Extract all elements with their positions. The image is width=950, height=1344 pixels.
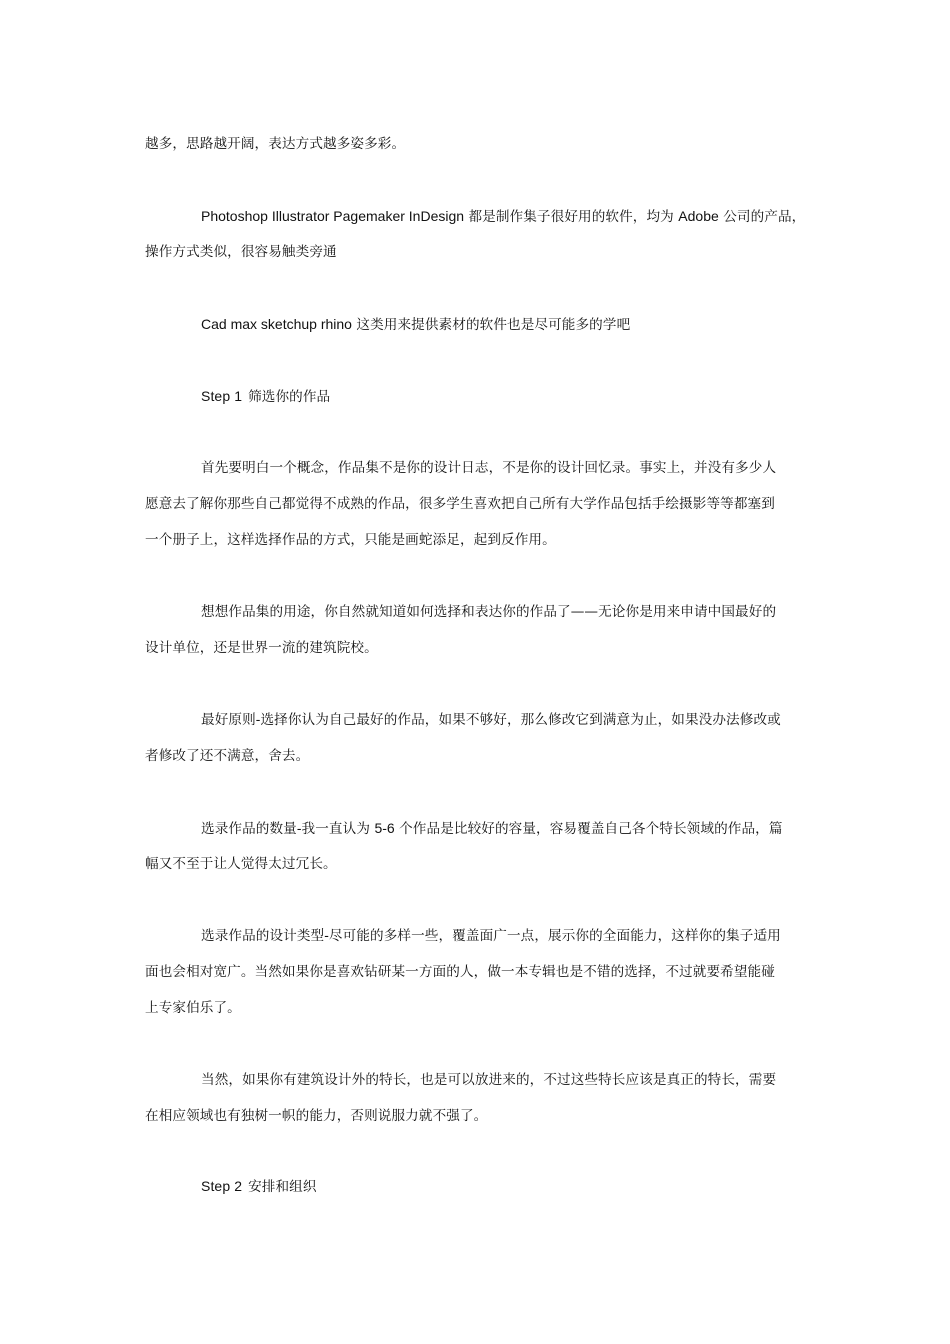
step-2-heading	[201, 1177, 317, 1196]
brand-name: Adobe	[678, 208, 719, 224]
paragraph-text: 都是制作集子很好用的软件，均为	[464, 209, 679, 225]
paragraph-line: 愿意去了解你那些自己都觉得不成熟的作品，很多学生喜欢把自己所有大学作品包括手绘摄影等等都塞到	[145, 496, 775, 512]
count-range: 5-6	[374, 820, 395, 836]
paragraph-text: 选录作品的数量-我一直认为	[201, 821, 375, 837]
paragraph-line	[201, 315, 630, 334]
software-list: Cad max sketchup rhino	[201, 316, 352, 332]
paragraph-line	[201, 207, 805, 226]
paragraph-line: 面也会相对宽广。当然如果你是喜欢钻研某一方面的人，做一本专辑也是不错的选择，不过就要希望能碰	[145, 964, 775, 980]
paragraph-line: 当然，如果你有建筑设计外的特长，也是可以放进来的，不过这些特长应该是真正的特长，需要	[201, 1072, 777, 1088]
paragraph-line: 最好原则-选择你认为自己最好的作品，如果不够好，那么修改它到满意为止，如果没办法修改或	[201, 712, 781, 728]
paragraph-line: 者修改了还不满意，舍去。	[145, 748, 310, 764]
software-list: Photoshop Illustrator Pagemaker InDesign	[201, 208, 465, 224]
paragraph-line: 幅又不至于让人觉得太过冗长。	[145, 856, 337, 872]
step-label: Step 2	[201, 1178, 243, 1194]
paragraph-line: 一个册子上，这样选择作品的方式，只能是画蛇添足，起到反作用。	[145, 532, 556, 548]
paragraph-line: 设计单位，还是世界一流的建筑院校。	[145, 640, 378, 656]
paragraph-line: 上专家伯乐了。	[145, 1000, 241, 1016]
paragraph-line: 首先要明白一个概念，作品集不是你的设计日志，不是你的设计回忆录。事实上，并没有多少人	[201, 460, 777, 476]
paragraph-line: 越多，思路越开阔，表达方式越多姿多彩。	[145, 136, 406, 152]
paragraph-line	[201, 819, 783, 838]
paragraph-line: 选录作品的设计类型-尽可能的多样一些，覆盖面广一点，展示你的全面能力，这样你的集子适用	[201, 928, 781, 944]
step-1-heading	[201, 387, 330, 406]
paragraph-line: 在相应领域也有独树一帜的能力，否则说服力就不强了。	[145, 1108, 488, 1124]
step-title: 安排和组织	[248, 1179, 317, 1195]
paragraph-text: 公司的产品，	[718, 209, 806, 225]
paragraph-line: 操作方式类似，很容易触类旁通	[145, 244, 337, 260]
paragraph-line: 想想作品集的用途，你自然就知道如何选择和表达你的作品了——无论你是用来申请中国最好的	[201, 604, 777, 620]
step-label: Step 1	[201, 388, 243, 404]
paragraph-text: 个作品是比较好的容量，容易覆盖自己各个特长领域的作品，篇	[394, 821, 783, 837]
step-title: 筛选你的作品	[248, 389, 331, 405]
paragraph-text: 这类用来提供素材的软件也是尽可能多的学吧	[351, 317, 631, 333]
